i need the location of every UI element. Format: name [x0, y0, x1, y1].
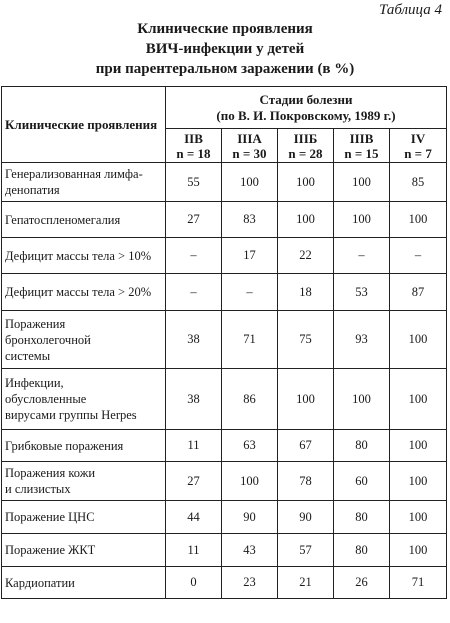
- value-cell: –: [390, 238, 447, 274]
- table-row: [2, 534, 447, 567]
- value-cell: –: [222, 274, 278, 311]
- value-cell: 87: [390, 274, 447, 311]
- row-label-line: денопатия: [5, 183, 60, 197]
- row-label-line: системы: [5, 348, 51, 363]
- value-cell: 100: [390, 369, 447, 430]
- value-cell: 100: [390, 501, 447, 534]
- row-label-line: бронхолегочной: [5, 332, 91, 347]
- value-cell: 100: [334, 163, 390, 202]
- value-cell: 80: [334, 430, 390, 462]
- row-label: [2, 163, 166, 202]
- value-cell: 100: [278, 163, 334, 202]
- row-label-header: Клинические проявления: [2, 87, 166, 163]
- table-row: [2, 501, 447, 534]
- table-row: [2, 369, 447, 430]
- table-row: [2, 311, 447, 369]
- value-cell: 55: [166, 163, 222, 202]
- value-cell: 38: [166, 311, 222, 369]
- table-row: [2, 567, 447, 599]
- stage-column-header: [278, 129, 334, 163]
- value-cell: 80: [334, 534, 390, 567]
- table-header: [2, 87, 447, 163]
- row-label-line: Гепатоспленомегалия: [5, 212, 121, 227]
- value-cell: 100: [390, 462, 447, 501]
- value-cell: 93: [334, 311, 390, 369]
- row-label-line: Инфекции,: [5, 376, 64, 390]
- value-cell: 57: [278, 534, 334, 567]
- value-cell: 85: [390, 163, 447, 202]
- row-label: [2, 274, 166, 311]
- row-label-line: Кардиопатии: [5, 575, 75, 590]
- value-cell: 100: [390, 430, 447, 462]
- table-body: [2, 163, 447, 599]
- value-cell: 90: [222, 501, 278, 534]
- row-label: [2, 501, 166, 534]
- row-label-line: Поражение ЦНС: [5, 510, 95, 524]
- value-cell: 80: [334, 501, 390, 534]
- value-cell: 100: [222, 163, 278, 202]
- value-cell: 27: [166, 202, 222, 238]
- value-cell: 23: [222, 567, 278, 599]
- value-cell: 83: [222, 202, 278, 238]
- stage-sample-size: n = 18: [176, 145, 211, 161]
- row-label-line: Поражения: [5, 316, 66, 331]
- row-label: [2, 430, 166, 462]
- value-cell: 100: [334, 369, 390, 430]
- stage-name: IIIБ: [293, 130, 318, 146]
- table-row: [2, 238, 447, 274]
- table-number: Таблица 4: [379, 2, 442, 18]
- row-label: [2, 534, 166, 567]
- value-cell: 71: [390, 567, 447, 599]
- value-cell: 90: [278, 501, 334, 534]
- value-cell: 67: [278, 430, 334, 462]
- table-caption: [0, 19, 450, 79]
- table-row: [2, 430, 447, 462]
- table-row: [2, 202, 447, 238]
- value-cell: 100: [334, 202, 390, 238]
- value-cell: 11: [166, 430, 222, 462]
- stage-name: IV: [410, 130, 426, 146]
- value-cell: 63: [222, 430, 278, 462]
- value-cell: –: [166, 238, 222, 274]
- stages-title: Стадии болезни: [259, 91, 353, 107]
- stages-header: [166, 87, 447, 129]
- row-label: [2, 311, 166, 369]
- value-cell: 27: [166, 462, 222, 501]
- row-label-line: Грибковые поражения: [5, 438, 124, 453]
- value-cell: 100: [278, 369, 334, 430]
- clinical-manifestations-table: [1, 86, 447, 599]
- value-cell: 26: [334, 567, 390, 599]
- value-cell: 43: [222, 534, 278, 567]
- value-cell: 22: [278, 238, 334, 274]
- stage-name: IIIВ: [349, 130, 374, 146]
- value-cell: –: [334, 238, 390, 274]
- value-cell: 18: [278, 274, 334, 311]
- value-cell: 71: [222, 311, 278, 369]
- value-cell: 21: [278, 567, 334, 599]
- table-row: [2, 274, 447, 311]
- row-label-line: Генерализованная лимфа-: [5, 167, 143, 181]
- row-label: [2, 567, 166, 599]
- caption-line: при парентеральном заражении (в %): [95, 61, 355, 77]
- value-cell: 11: [166, 534, 222, 567]
- value-cell: 60: [334, 462, 390, 501]
- row-label-line: Поражение ЖКТ: [5, 543, 96, 557]
- stages-source: (по В. И. Покровскому, 1989 г.): [216, 107, 396, 123]
- stage-sample-size: n = 30: [232, 145, 267, 161]
- row-label: [2, 369, 166, 430]
- row-label: [2, 462, 166, 501]
- stage-column-header: [166, 129, 222, 163]
- stage-sample-size: n = 7: [404, 145, 432, 161]
- row-label-line: Дефицит массы тела > 20%: [5, 285, 152, 299]
- row-label-line: и слизистых: [5, 482, 71, 496]
- caption-line: ВИЧ-инфекции у детей: [145, 41, 305, 57]
- value-cell: 17: [222, 238, 278, 274]
- stage-column-header: [222, 129, 278, 163]
- value-cell: 75: [278, 311, 334, 369]
- stage-sample-size: n = 28: [288, 145, 323, 161]
- value-cell: 86: [222, 369, 278, 430]
- value-cell: 100: [390, 311, 447, 369]
- caption-line: Клинические проявления: [137, 21, 313, 37]
- value-cell: 53: [334, 274, 390, 311]
- value-cell: 100: [222, 462, 278, 501]
- table-row: [2, 163, 447, 202]
- value-cell: 78: [278, 462, 334, 501]
- stage-column-header: [390, 129, 447, 163]
- row-label-line: Поражения кожи: [5, 466, 96, 480]
- row-label-line: обусловленные: [5, 392, 87, 406]
- row-label: [2, 238, 166, 274]
- row-label-line: Дефицит массы тела > 10%: [5, 248, 152, 263]
- value-cell: 100: [390, 534, 447, 567]
- stage-column-header: [334, 129, 390, 163]
- value-cell: 38: [166, 369, 222, 430]
- stage-name: IIВ: [184, 130, 203, 146]
- row-label: [2, 202, 166, 238]
- row-label-line: вирусами группы Herpes: [5, 408, 137, 422]
- value-cell: 100: [390, 202, 447, 238]
- value-cell: 44: [166, 501, 222, 534]
- stage-name: IIIА: [237, 130, 262, 146]
- table-row: [2, 462, 447, 501]
- value-cell: –: [166, 274, 222, 311]
- value-cell: 100: [278, 202, 334, 238]
- stage-sample-size: n = 15: [344, 145, 379, 161]
- value-cell: 0: [166, 567, 222, 599]
